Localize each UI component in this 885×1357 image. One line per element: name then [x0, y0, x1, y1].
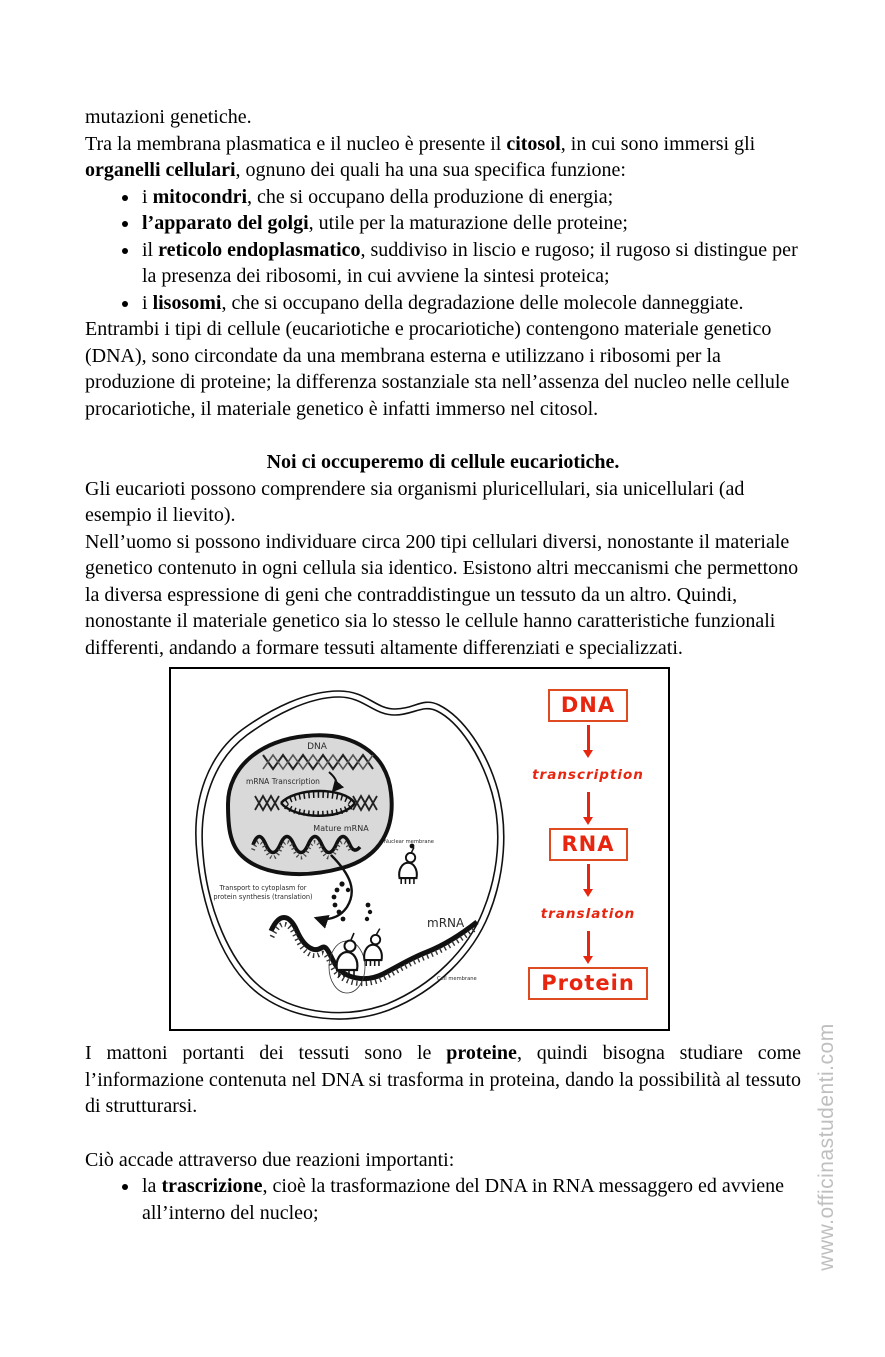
flow-label-transcription: transcription [532, 766, 644, 783]
paragraph-entrambi: Entrambi i tipi di cellule (eucariotiche e procariotiche) contengono materiale genetico (DNA), sono circondate da una membrana esterna e utilizzano i ribosomi per la produzione di proteine; la differenza sostanziale sta nell’assenza del nucleo nelle cellule procariotiche, il materiale genetico è infatti immerso nel citosol. [85, 318, 790, 420]
dna-to-protein-flow [518, 689, 658, 1000]
down-arrow-icon [583, 931, 593, 964]
transport-label-line1: Transport to cytoplasm for [219, 884, 307, 892]
document-body [85, 104, 801, 1226]
paragraph-nelluomo: Nell’uomo si possono individuare circa 200 tipi cellulari diversi, nonostante il materiale genetico contenuto in ogni cellula sia identico. Esistono altri meccanismi che permettono la diversa espressione di geni che contraddistingue un tessuto da un altro. Quindi, nonostante il materiale genetico sia lo stesso le cellule hanno caratteristiche funzionali differenti, andando a formare tessuti altamente differenziati e specializzati. [85, 530, 799, 659]
flow-box-dna: DNA [548, 689, 628, 722]
down-arrow-icon [583, 864, 593, 897]
paragraph-mutazioni: mutazioni genetiche. [85, 106, 252, 128]
paragraph-mattoni: I mattoni portanti dei tessuti sono le proteine, quindi bisogna studiare come l’informazione contenuta nel DNA si trasforma in proteina, dando la possibilità al tessuto di strutturarsi. [85, 1042, 802, 1117]
watermark: www.officinastudenti.com [815, 1023, 838, 1271]
flow-box-rna: RNA [549, 828, 628, 861]
down-arrow-icon [583, 725, 593, 758]
paragraph-citosol: Tra la membrana plasmatica e il nucleo è presente il citosol, in cui sono immersi gli organelli cellulari, ognuno dei quali ha una sua specifica funzione: [85, 132, 756, 181]
nuclear-membrane-label: Nuclear membrane [384, 839, 434, 845]
cell-membrane-label: Cell membrane [437, 976, 477, 982]
flow-box-protein: Protein [528, 967, 648, 1000]
organelles-list [85, 184, 801, 317]
mrna-label: mRNA [427, 916, 465, 930]
list-item-lisosomi: • i lisosomi, che si occupano della degradazione delle molecole danneggiate. [140, 290, 801, 317]
paragraph-eucarioti: Gli eucarioti possono comprendere sia organismi pluricellulari, sia unicellulari (ad esempio il lievito). [85, 477, 745, 526]
list-item-trascrizione: • la trascrizione, cioè la trasformazione del DNA in RNA messaggero ed avviene all’interno del nucleo; [140, 1173, 801, 1226]
transport-label-line2: protein synthesis (translation) [213, 893, 313, 901]
nucleus [228, 735, 392, 874]
flow-label-translation: translation [540, 905, 636, 922]
mature-mrna-label: Mature mRNA [313, 824, 369, 833]
cell-transcription-figure [169, 667, 670, 1031]
paragraph-cio-accade: Ciò accade attraverso due reazioni importanti: [85, 1148, 455, 1171]
dna-label: DNA [307, 742, 327, 752]
down-arrow-icon [583, 792, 593, 825]
list-item-reticolo: • il reticolo endoplasmatico, suddiviso in liscio e rugoso; il rugoso si distingue per la presenza dei ribosomi, in cui avviene la sintesi proteica; [140, 237, 801, 290]
list-item-mitocondri: • i mitocondri, che si occupano della produzione di energia; [140, 184, 801, 211]
section-heading: Noi ci occuperemo di cellule eucariotiche. [266, 451, 620, 473]
list-item-apparato-golgi: • l’apparato del golgi, utile per la maturazione delle proteine; [140, 210, 801, 237]
reactions-list [85, 1173, 801, 1226]
mrna-transcription-label: mRNA Transcription [246, 777, 320, 786]
